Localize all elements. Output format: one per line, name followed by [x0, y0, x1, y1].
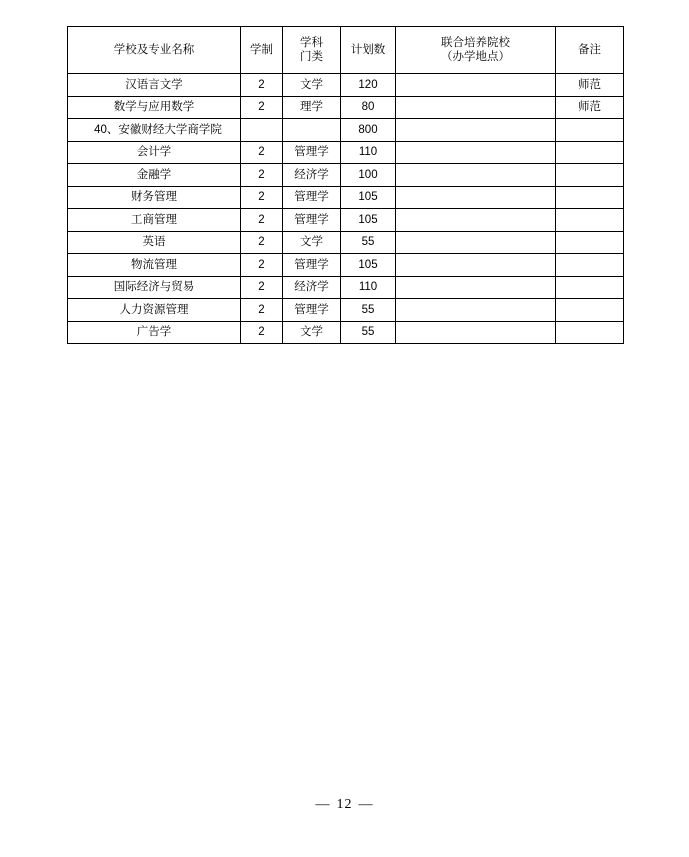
cell-category: 文学 [283, 74, 341, 97]
cell-category [283, 119, 341, 142]
cell-name: 物流管理 [68, 254, 241, 277]
table-row [68, 299, 624, 322]
cell-joint [396, 276, 556, 299]
cell-category: 管理学 [283, 186, 341, 209]
cell-category: 管理学 [283, 141, 341, 164]
cell-plan: 55 [341, 321, 396, 344]
cell-plan: 100 [341, 164, 396, 187]
footer-left-dash: — [315, 797, 331, 812]
cell-name: 英语 [68, 231, 241, 254]
cell-note [556, 254, 624, 277]
cell-name: 国际经济与贸易 [68, 276, 241, 299]
table-row [68, 96, 624, 119]
page-footer [0, 797, 689, 813]
table-header-row [68, 27, 624, 74]
cell-name: 金融学 [68, 164, 241, 187]
cell-name: 工商管理 [68, 209, 241, 232]
cell-note [556, 209, 624, 232]
cell-joint [396, 141, 556, 164]
cell-years: 2 [241, 209, 283, 232]
column-header-category [283, 27, 341, 74]
cell-years: 2 [241, 231, 283, 254]
column-header-joint-line2: （办学地点） [441, 51, 510, 63]
cell-note [556, 119, 624, 142]
cell-category: 管理学 [283, 254, 341, 277]
table-row [68, 74, 624, 97]
table-row [68, 164, 624, 187]
cell-plan: 80 [341, 96, 396, 119]
table-row [68, 276, 624, 299]
column-header-category-line2: 门类 [300, 51, 323, 63]
cell-years: 2 [241, 141, 283, 164]
cell-note [556, 321, 624, 344]
column-header-years: 学制 [241, 27, 283, 74]
cell-years: 2 [241, 164, 283, 187]
cell-years: 2 [241, 299, 283, 322]
cell-years: 2 [241, 74, 283, 97]
cell-joint [396, 119, 556, 142]
cell-note [556, 141, 624, 164]
cell-category: 经济学 [283, 164, 341, 187]
cell-name: 人力资源管理 [68, 299, 241, 322]
footer-right-dash: — [358, 797, 374, 812]
cell-name: 40、安徽财经大学商学院 [68, 119, 241, 142]
table-row [68, 119, 624, 142]
table-row [68, 254, 624, 277]
cell-category: 理学 [283, 96, 341, 119]
enrollment-plan-table [67, 26, 624, 344]
cell-name: 数学与应用数学 [68, 96, 241, 119]
table-row [68, 231, 624, 254]
cell-note [556, 276, 624, 299]
cell-joint [396, 74, 556, 97]
cell-years: 2 [241, 96, 283, 119]
cell-plan: 55 [341, 299, 396, 322]
cell-note: 师范 [556, 74, 624, 97]
cell-category: 管理学 [283, 209, 341, 232]
cell-years: 2 [241, 321, 283, 344]
cell-years: 2 [241, 186, 283, 209]
cell-years: 2 [241, 276, 283, 299]
cell-joint [396, 231, 556, 254]
cell-name: 广告学 [68, 321, 241, 344]
cell-category: 文学 [283, 321, 341, 344]
cell-joint [396, 164, 556, 187]
cell-note: 师范 [556, 96, 624, 119]
cell-plan: 110 [341, 141, 396, 164]
column-header-plan: 计划数 [341, 27, 396, 74]
table-header [68, 27, 624, 74]
column-header-joint [396, 27, 556, 74]
cell-joint [396, 96, 556, 119]
cell-plan: 120 [341, 74, 396, 97]
table-row [68, 141, 624, 164]
table-row [68, 321, 624, 344]
cell-plan: 110 [341, 276, 396, 299]
column-header-note: 备注 [556, 27, 624, 74]
cell-category: 经济学 [283, 276, 341, 299]
cell-joint [396, 209, 556, 232]
cell-name: 财务管理 [68, 186, 241, 209]
cell-category: 文学 [283, 231, 341, 254]
cell-name: 会计学 [68, 141, 241, 164]
cell-note [556, 164, 624, 187]
cell-joint [396, 186, 556, 209]
cell-name: 汉语言文学 [68, 74, 241, 97]
column-header-category-line1: 学科 [300, 36, 323, 49]
cell-plan: 800 [341, 119, 396, 142]
footer-page-number: 12 [336, 797, 353, 812]
table-body [68, 74, 624, 344]
cell-note [556, 299, 624, 322]
cell-joint [396, 321, 556, 344]
column-header-name: 学校及专业名称 [68, 27, 241, 74]
column-header-joint-line1: 联合培养院校 [441, 36, 510, 49]
cell-years [241, 119, 283, 142]
cell-note [556, 231, 624, 254]
cell-plan: 105 [341, 209, 396, 232]
table-row [68, 209, 624, 232]
cell-years: 2 [241, 254, 283, 277]
table-row [68, 186, 624, 209]
cell-plan: 105 [341, 254, 396, 277]
cell-plan: 55 [341, 231, 396, 254]
cell-joint [396, 254, 556, 277]
cell-joint [396, 299, 556, 322]
cell-note [556, 186, 624, 209]
cell-plan: 105 [341, 186, 396, 209]
cell-category: 管理学 [283, 299, 341, 322]
